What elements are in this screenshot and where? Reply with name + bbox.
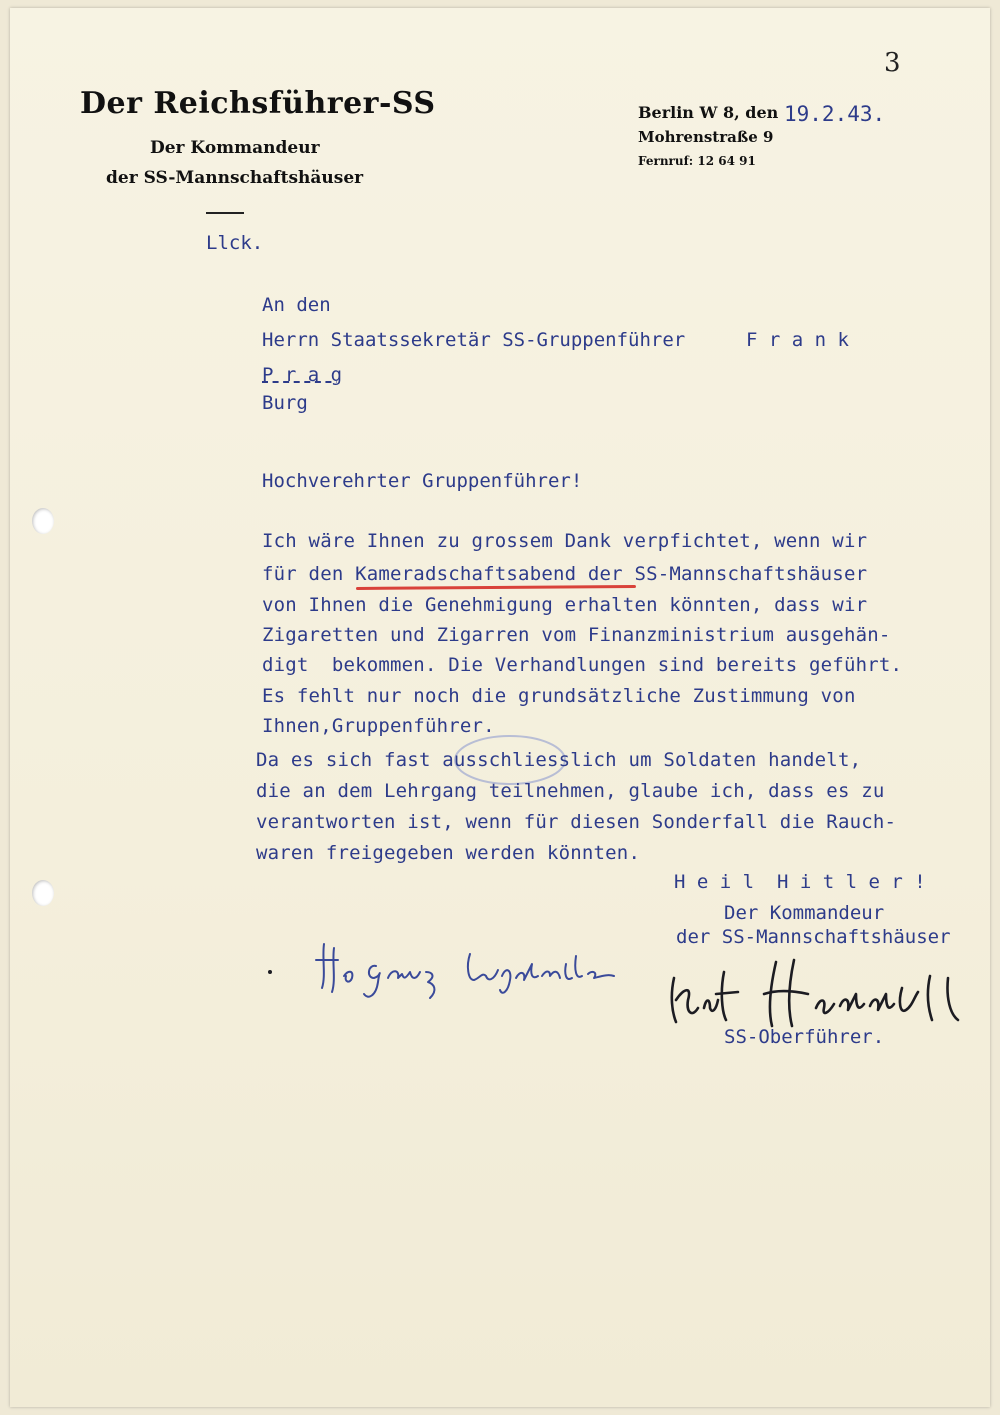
paragraph-2-line-4: waren freigegeben werden könnten. — [256, 842, 641, 864]
closing-title-1: Der Kommandeur — [724, 902, 885, 924]
signatory-rank: SS-Oberführer. — [724, 1026, 885, 1048]
recipient-line-2: Herrn Staatssekretär SS-Gruppenführer — [262, 329, 686, 351]
letterhead-subtitle-1: Der Kommandeur — [150, 138, 320, 158]
paragraph-2-line-1: Da es sich fast ausschliesslich um Soldaten handelt, — [256, 749, 862, 771]
recipient-city: P r a g — [262, 364, 343, 386]
punch-hole-bottom — [32, 880, 54, 906]
paragraph-1-line-2: für den Kameradschaftsabend der SS-Mannschaftshäuser — [262, 563, 868, 585]
paragraph-1-line-3: von Ihnen die Genehmigung erhalten könnten, dass wir — [262, 594, 868, 616]
letter-sheet — [10, 8, 990, 1407]
paragraph-2-line-2: die an dem Lehrgang teilnehmen, glaube ich, dass es zu — [256, 780, 885, 802]
paragraph-2-line-3: verantworten ist, wenn für diesen Sonderfall die Rauch- — [256, 811, 897, 833]
letterhead-subtitle-2: der SS-Mannschaftshäuser — [106, 168, 364, 188]
letterhead-divider — [206, 212, 244, 214]
note-dot — [266, 968, 274, 976]
recipient-name: F r a n k — [746, 329, 849, 351]
paragraph-1-line-6: Es fehlt nur noch die grundsätzliche Zustimmung von — [262, 685, 856, 707]
red-underline-mark — [356, 585, 636, 590]
page-number: 3 — [884, 48, 901, 78]
phone-number: Fernruf: 12 64 91 — [638, 154, 756, 168]
paragraph-1-line-1: Ich wäre Ihnen zu grossem Dank verpfichtet, wenn wir — [262, 530, 868, 552]
recipient-place: Burg — [262, 392, 308, 414]
paragraph-1-line-5: digt bekommen. Die Verhandlungen sind bereits geführt. — [262, 654, 903, 676]
salutation: Hochverehrter Gruppenführer! — [262, 470, 583, 492]
reference-code: Llck. — [206, 232, 264, 254]
closing-title-2: der SS-Mannschaftshäuser — [676, 926, 951, 948]
paragraph-1-line-4: Zigaretten und Zigarren vom Finanzministrium ausgehän- — [262, 624, 891, 646]
street-address: Mohrenstraße 9 — [638, 128, 774, 146]
recipient-line-1: An den — [262, 294, 331, 316]
letter-date: 19.2.43. — [784, 102, 886, 126]
punch-hole-top — [32, 508, 54, 534]
signature — [658, 948, 978, 1038]
city-line: Berlin W 8, den — [638, 103, 779, 122]
paragraph-1-line-7: Ihnen,Gruppenführer. — [262, 715, 495, 737]
closing-greeting: H e i l H i t l e r ! — [674, 871, 926, 893]
letterhead-org: Der Reichsführer-SS — [80, 86, 436, 121]
handwritten-note — [310, 936, 630, 1006]
